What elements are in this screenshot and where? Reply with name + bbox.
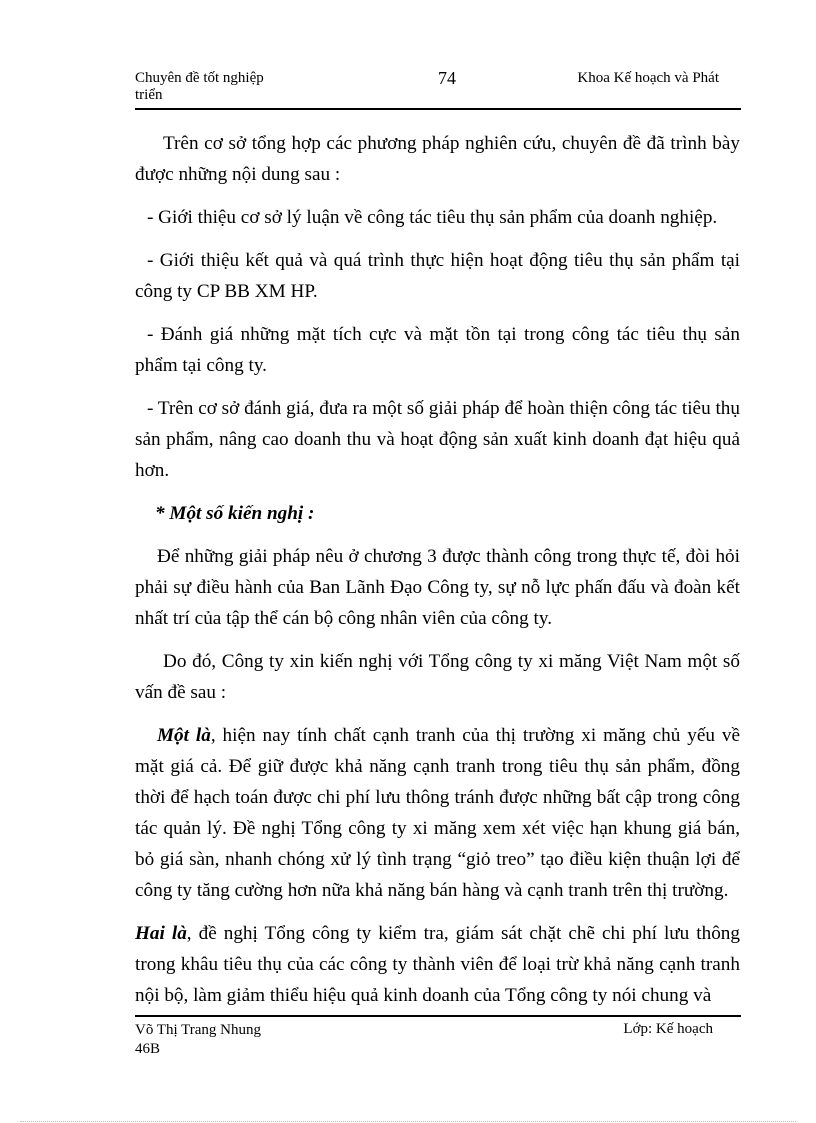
page-footer [135, 1015, 741, 1059]
page-bottom-divider [20, 1121, 796, 1122]
paragraph-proposal: Do đó, Công ty xin kiến nghị với Tổng công ty xi măng Việt Nam một số vấn đề sau : [135, 651, 740, 703]
page-header [135, 68, 741, 110]
header-course-title [135, 70, 264, 104]
paragraph-first-point [135, 720, 740, 906]
document-body [135, 128, 740, 1011]
first-point-text: , hiện nay tính chất cạnh tranh của thị trường xi măng chủ yếu về mặt giá cả. Để giữ được khả năng cạnh tranh trong tiêu thụ sản phẩm, đồng thời để hạch toán được chi phí lưu thông tránh được những bất cập trong công tác quản lý. Đề nghị Tổng công ty xi măng xem xét việc hạn khung giá bán, bỏ giá sàn, nhanh chóng xử lý tình trạng “giỏ treo” tạo điều kiện thuận lợi để công ty tăng cường hơn nữa khả năng bán hàng và cạnh tranh trên thị trường. [135, 725, 740, 901]
footer-left-line2: 46B [135, 1041, 161, 1057]
header-left-line2: triển [135, 87, 163, 103]
bullet-item-2: - Giới thiệu kết quả và quá trình thực hiện hoạt động tiêu thụ sản phẩm tại công ty CP BB XM HP. [135, 250, 740, 302]
bullet-item-1: - Giới thiệu cơ sở lý luận về công tác tiêu thụ sản phẩm của doanh nghiệp. [147, 207, 718, 228]
first-point-lead: Một là [157, 725, 211, 746]
second-point-lead: Hai là [135, 923, 187, 944]
section-heading: * Một số kiến nghị : [155, 503, 315, 524]
bullet-item-3: - Đánh giá những mặt tích cực và mặt tồn tại trong công tác tiêu thụ sản phẩm tại công ty. [135, 324, 740, 376]
footer-class: Lớp: Kế hoạch [623, 1021, 713, 1037]
paragraph-second-point [135, 918, 740, 1011]
bullet-item-4: - Trên cơ sở đánh giá, đưa ra một số giải pháp để hoàn thiện công tác tiêu thụ sản phẩm, nâng cao doanh thu và hoạt động sản xuất kinh doanh đạt hiệu quả hơn. [135, 398, 740, 481]
header-faculty: Khoa Kế hoạch và Phát [577, 70, 719, 86]
second-point-text: , đề nghị Tổng công ty kiểm tra, giám sát chặt chẽ chi phí lưu thông trong khâu tiêu thụ của các công ty thành viên để loại trừ khả năng cạnh tranh nội bộ, làm giảm thiểu hiệu quả kinh doanh của Tổng công ty nói chung và [135, 923, 740, 1006]
paragraph-intro: Trên cơ sở tổng hợp các phương pháp nghiên cứu, chuyên đề đã trình bày được những nội dung sau : [135, 133, 740, 185]
footer-left-line1: Võ Thị Trang Nhung [135, 1022, 261, 1038]
page-number: 74 [438, 68, 456, 88]
header-left-line1: Chuyên đề tốt nghiệp [135, 70, 264, 86]
paragraph-recommendation: Để những giải pháp nêu ở chương 3 được thành công trong thực tế, đòi hỏi phải sự điều hành của Ban Lãnh Đạo Công ty, sự nỗ lực phấn đấu và đoàn kết nhất trí của tập thể cán bộ công nhân viên của công ty. [135, 546, 740, 629]
